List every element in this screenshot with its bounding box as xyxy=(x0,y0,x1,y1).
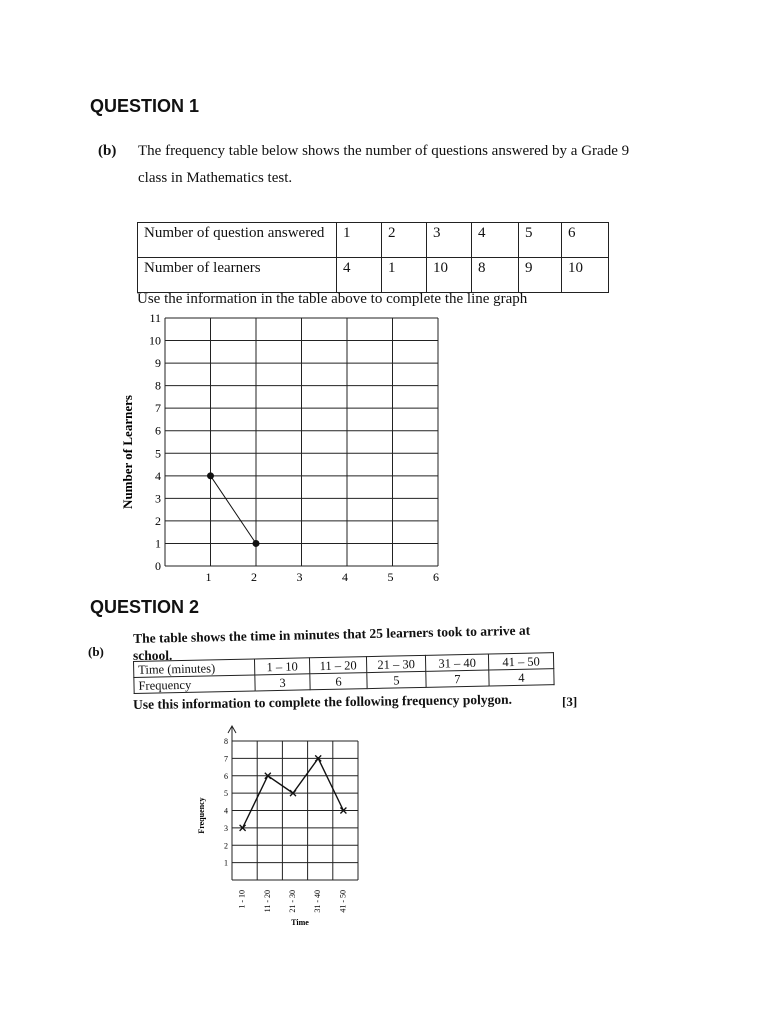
x-tick-label: 3 xyxy=(296,570,303,584)
table-cell: 5 xyxy=(519,223,562,258)
table-cell: 5 xyxy=(367,671,426,688)
y-tick-label: 0 xyxy=(155,559,161,573)
table-cell: 2 xyxy=(382,223,427,258)
x-axis-label: Time xyxy=(291,918,309,927)
table-row-header: Number of learners xyxy=(138,258,337,293)
table-cell: 6 xyxy=(562,223,609,258)
table-cell: 8 xyxy=(472,258,519,293)
y-tick-label: 3 xyxy=(155,491,161,506)
data-point xyxy=(253,540,260,547)
q1-instruction: Use the information in the table above to complete the line graph xyxy=(137,291,528,307)
question-1-heading: QUESTION 1 xyxy=(90,96,200,116)
y-tick-label: 10 xyxy=(149,333,161,348)
table-cell: 1 xyxy=(382,258,427,293)
question-2-heading: QUESTION 2 xyxy=(90,597,200,617)
x-tick-label: 2 xyxy=(251,570,257,584)
table-cell: 9 xyxy=(519,258,562,293)
table-row-header: Number of question answered xyxy=(138,223,337,258)
y-tick-label: 4 xyxy=(155,468,161,483)
y-axis-label: Number of Learners xyxy=(120,395,135,509)
q2-prompt-line1: The table shows the time in minutes that 25 learners took to arrive at xyxy=(133,622,531,646)
y-tick-label: 5 xyxy=(224,789,228,799)
table-cell: 21 – 30 xyxy=(366,655,425,672)
y-tick-label: 4 xyxy=(224,806,228,816)
x-tick-label: 21 - 30 xyxy=(288,890,297,913)
table-cell: 41 – 50 xyxy=(488,653,553,670)
table-cell: 10 xyxy=(562,258,609,293)
table-row-header: Time (minutes) xyxy=(134,659,255,678)
data-point xyxy=(207,472,214,479)
y-tick-label: 6 xyxy=(155,423,161,438)
y-tick-label: 2 xyxy=(224,841,228,851)
q2-prompt-line2: school. xyxy=(133,648,173,663)
x-tick-label: 4 xyxy=(342,570,348,584)
y-axis-label: Frequency xyxy=(197,797,206,834)
q1-prompt-line1: The frequency table below shows the number of questions answered by a Grade 9 xyxy=(138,143,630,159)
y-tick-label: 8 xyxy=(224,737,228,746)
y-tick-label: 7 xyxy=(155,401,161,416)
table-row-header: Frequency xyxy=(134,675,255,694)
table-cell: 4 xyxy=(472,223,519,258)
x-tick-label: 1 xyxy=(205,570,212,584)
x-tick-label: 5 xyxy=(387,570,394,584)
q2-instruction: Use this information to complete the following frequency polygon. xyxy=(133,691,513,712)
table-cell: 3 xyxy=(255,674,310,691)
x-tick-label: 11 - 20 xyxy=(262,890,272,913)
x-tick-label: 31 - 40 xyxy=(313,890,323,913)
table-cell: 3 xyxy=(427,223,472,258)
y-tick-label: 6 xyxy=(224,771,228,781)
y-tick-label: 7 xyxy=(224,754,228,764)
table-cell: 1 – 10 xyxy=(254,658,309,675)
series-line xyxy=(211,476,257,544)
y-tick-label: 11 xyxy=(149,311,161,325)
table-cell: 4 xyxy=(489,669,554,686)
y-tick-label: 1 xyxy=(224,858,228,868)
x-tick-label: 6 xyxy=(433,570,439,584)
table-cell: 7 xyxy=(426,670,489,687)
x-tick-label: 41 - 50 xyxy=(338,890,348,913)
q2-marks: [3] xyxy=(562,694,578,709)
q1-prompt-line2: class in Mathematics test. xyxy=(138,170,293,186)
q2-part-label: (b) xyxy=(88,644,104,659)
y-tick-label: 9 xyxy=(155,356,161,371)
table-cell: 11 – 20 xyxy=(309,657,366,674)
table-cell: 1 xyxy=(337,223,382,258)
y-tick-label: 1 xyxy=(155,536,161,551)
table-cell: 6 xyxy=(310,673,367,690)
y-tick-label: 3 xyxy=(224,823,228,833)
q1-part-label: (b) xyxy=(98,143,117,159)
y-tick-label: 5 xyxy=(155,446,161,461)
table-cell: 4 xyxy=(337,258,382,293)
y-tick-label: 2 xyxy=(155,513,161,528)
x-tick-label: 1 - 10 xyxy=(237,890,247,909)
table-cell: 10 xyxy=(427,258,472,293)
table-cell: 31 – 40 xyxy=(425,654,488,671)
y-tick-label: 8 xyxy=(155,378,161,393)
